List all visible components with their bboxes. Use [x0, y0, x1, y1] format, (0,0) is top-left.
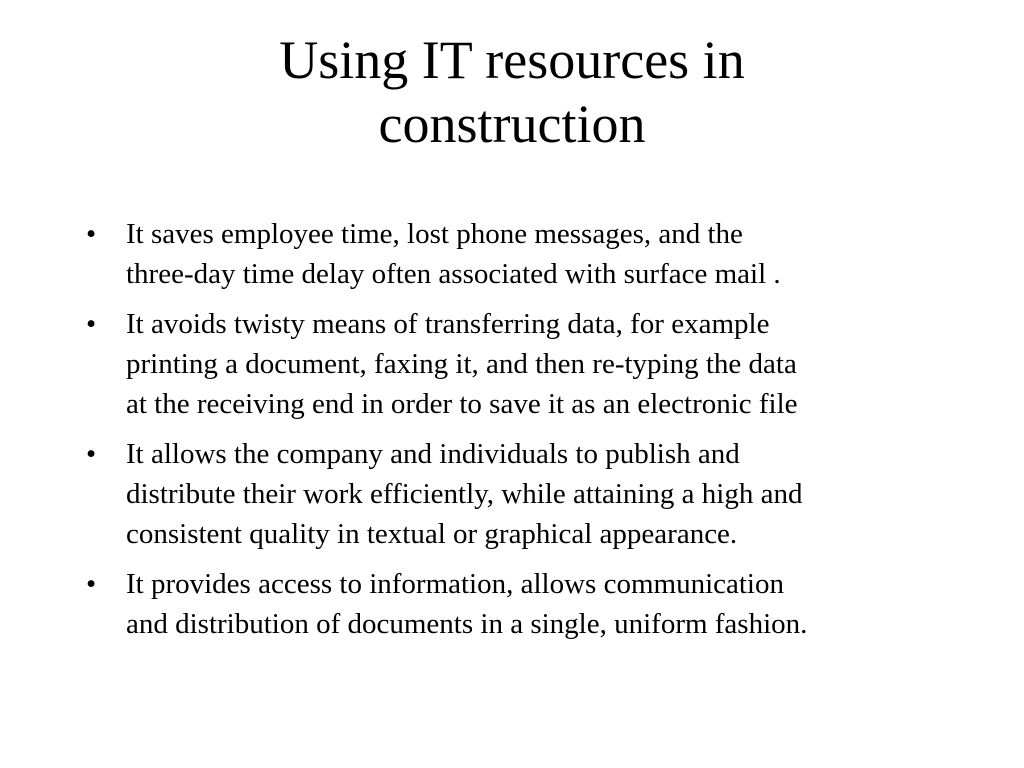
- bullet-2-line-2: printing a document, faxing it, and then re-typing the data: [126, 348, 797, 380]
- bullet-item-3: [86, 434, 946, 554]
- bullet-dot-icon: •: [86, 218, 97, 250]
- bullet-item-4: [86, 564, 946, 644]
- bullet-dot-icon: •: [86, 438, 97, 470]
- bullet-1-line-1: It saves employee time, lost phone messages, and the: [126, 218, 743, 250]
- bullet-3-line-1: It allows the company and individuals to publish and: [126, 438, 740, 470]
- slide-title-line-2: construction: [378, 94, 646, 154]
- bullet-3-line-3: consistent quality in textual or graphical appearance.: [126, 518, 738, 550]
- bullet-item-1: [86, 214, 946, 294]
- bullet-item-2: [86, 304, 946, 424]
- bullet-list: [86, 214, 946, 654]
- bullet-4-line-2: and distribution of documents in a single, uniform fashion.: [126, 608, 808, 640]
- bullet-dot-icon: •: [86, 308, 97, 340]
- bullet-2-line-1: It avoids twisty means of transferring data, for example: [126, 308, 770, 340]
- bullet-2-line-3: at the receiving end in order to save it as an electronic file: [126, 388, 798, 420]
- slide-title-line-1: Using IT resources in: [279, 30, 745, 90]
- bullet-4-line-1: It provides access to information, allows communication: [126, 568, 784, 600]
- bullet-3-line-2: distribute their work efficiently, while attaining a high and: [126, 478, 803, 510]
- bullet-dot-icon: •: [86, 568, 97, 600]
- bullet-1-line-2: three-day time delay often associated with surface mail .: [126, 258, 781, 290]
- slide-title: [112, 28, 912, 156]
